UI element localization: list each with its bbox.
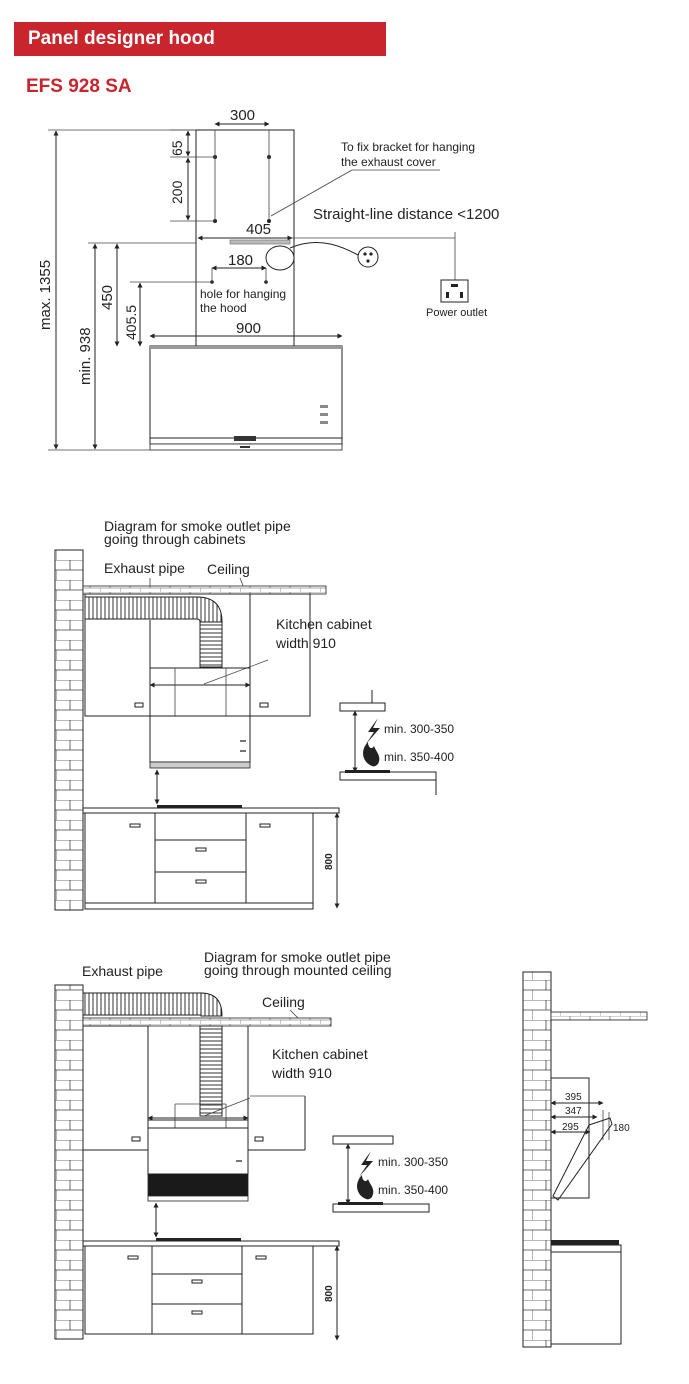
brick-wall-2	[55, 985, 83, 1339]
power-outlet-icon	[441, 280, 468, 302]
ceiling-diagram	[55, 949, 448, 1340]
flame-icon	[363, 742, 379, 766]
straight-line-distance: Straight-line distance <1200	[313, 206, 500, 223]
ceiling-cabinet-line2: width 910	[272, 1065, 332, 1081]
ceiling-dim-800: 800	[324, 1285, 335, 1302]
dim-300: 300	[230, 107, 256, 124]
side-dim-295: 295	[562, 1122, 579, 1133]
dim-405: 405	[246, 221, 272, 238]
cabinets-diagram	[55, 518, 454, 910]
bracket-note-line2: the exhaust cover	[341, 155, 436, 169]
ceiling-hood	[148, 1128, 248, 1174]
brick-wall	[55, 550, 83, 910]
dim-405-5: 405.5	[123, 304, 139, 340]
cabinets-exhaust-label: Exhaust pipe	[104, 560, 185, 576]
ceiling-ceiling-label: Ceiling	[262, 994, 305, 1010]
ceiling-min-gas: min. 350-400	[378, 1183, 449, 1197]
cabinets-title-line1: Diagram for smoke outlet pipe	[104, 518, 291, 534]
ceiling-slab	[83, 586, 326, 594]
brick-wall-3	[523, 972, 551, 1347]
cabinets-cabinet-line1: Kitchen cabinet	[276, 616, 372, 632]
cabinets-ceiling-label: Ceiling	[207, 561, 250, 577]
dim-180: 180	[228, 252, 254, 269]
electric-icon-2	[359, 1151, 373, 1177]
dimension-diagram	[37, 107, 499, 450]
model-number: EFS 928 SA	[26, 76, 132, 97]
lower-cabinet	[85, 813, 313, 909]
max-height-label: max. 1355	[37, 259, 54, 330]
hole-note-line2: the hood	[200, 301, 247, 315]
dim-65: 65	[169, 140, 185, 156]
ceiling-cabinet-line1: Kitchen cabinet	[272, 1046, 368, 1062]
side-view-diagram	[523, 972, 647, 1347]
cabinets-min-electric: min. 300-350	[384, 722, 455, 736]
dim-900: 900	[236, 320, 262, 337]
ceiling-exhaust-label: Exhaust pipe	[82, 963, 163, 979]
page-title: Panel designer hood	[28, 28, 215, 49]
ceiling-min-electric: min. 300-350	[378, 1155, 449, 1169]
cabinets-min-gas: min. 350-400	[384, 750, 455, 764]
side-dim-395: 395	[565, 1092, 582, 1103]
dim-200: 200	[169, 180, 185, 204]
flame-icon-2	[357, 1175, 373, 1199]
power-outlet-label: Power outlet	[426, 307, 488, 319]
hole-note-line1: hole for hanging	[200, 287, 287, 301]
ceiling-title-line1: Diagram for smoke outlet pipe	[204, 949, 391, 965]
min-height-label: min. 938	[77, 327, 94, 385]
mounted-ceiling	[83, 1018, 331, 1026]
cabinets-cabinet-line2: width 910	[276, 635, 336, 651]
side-dim-180: 180	[613, 1123, 630, 1134]
bracket-note-line1: To fix bracket for hanging	[341, 140, 476, 154]
cabinets-hood	[150, 716, 250, 762]
plug-icon	[358, 247, 378, 267]
dim-450: 450	[99, 284, 116, 310]
cabinets-title-line2: going through cabinets	[104, 531, 246, 547]
cabinets-dim-800: 800	[324, 853, 335, 870]
electric-icon	[366, 718, 380, 744]
ceiling-title-line2: going through mounted ceiling	[204, 962, 392, 978]
hood-body	[150, 346, 342, 438]
exhaust-duct	[85, 597, 197, 619]
side-dim-347: 347	[565, 1106, 582, 1117]
